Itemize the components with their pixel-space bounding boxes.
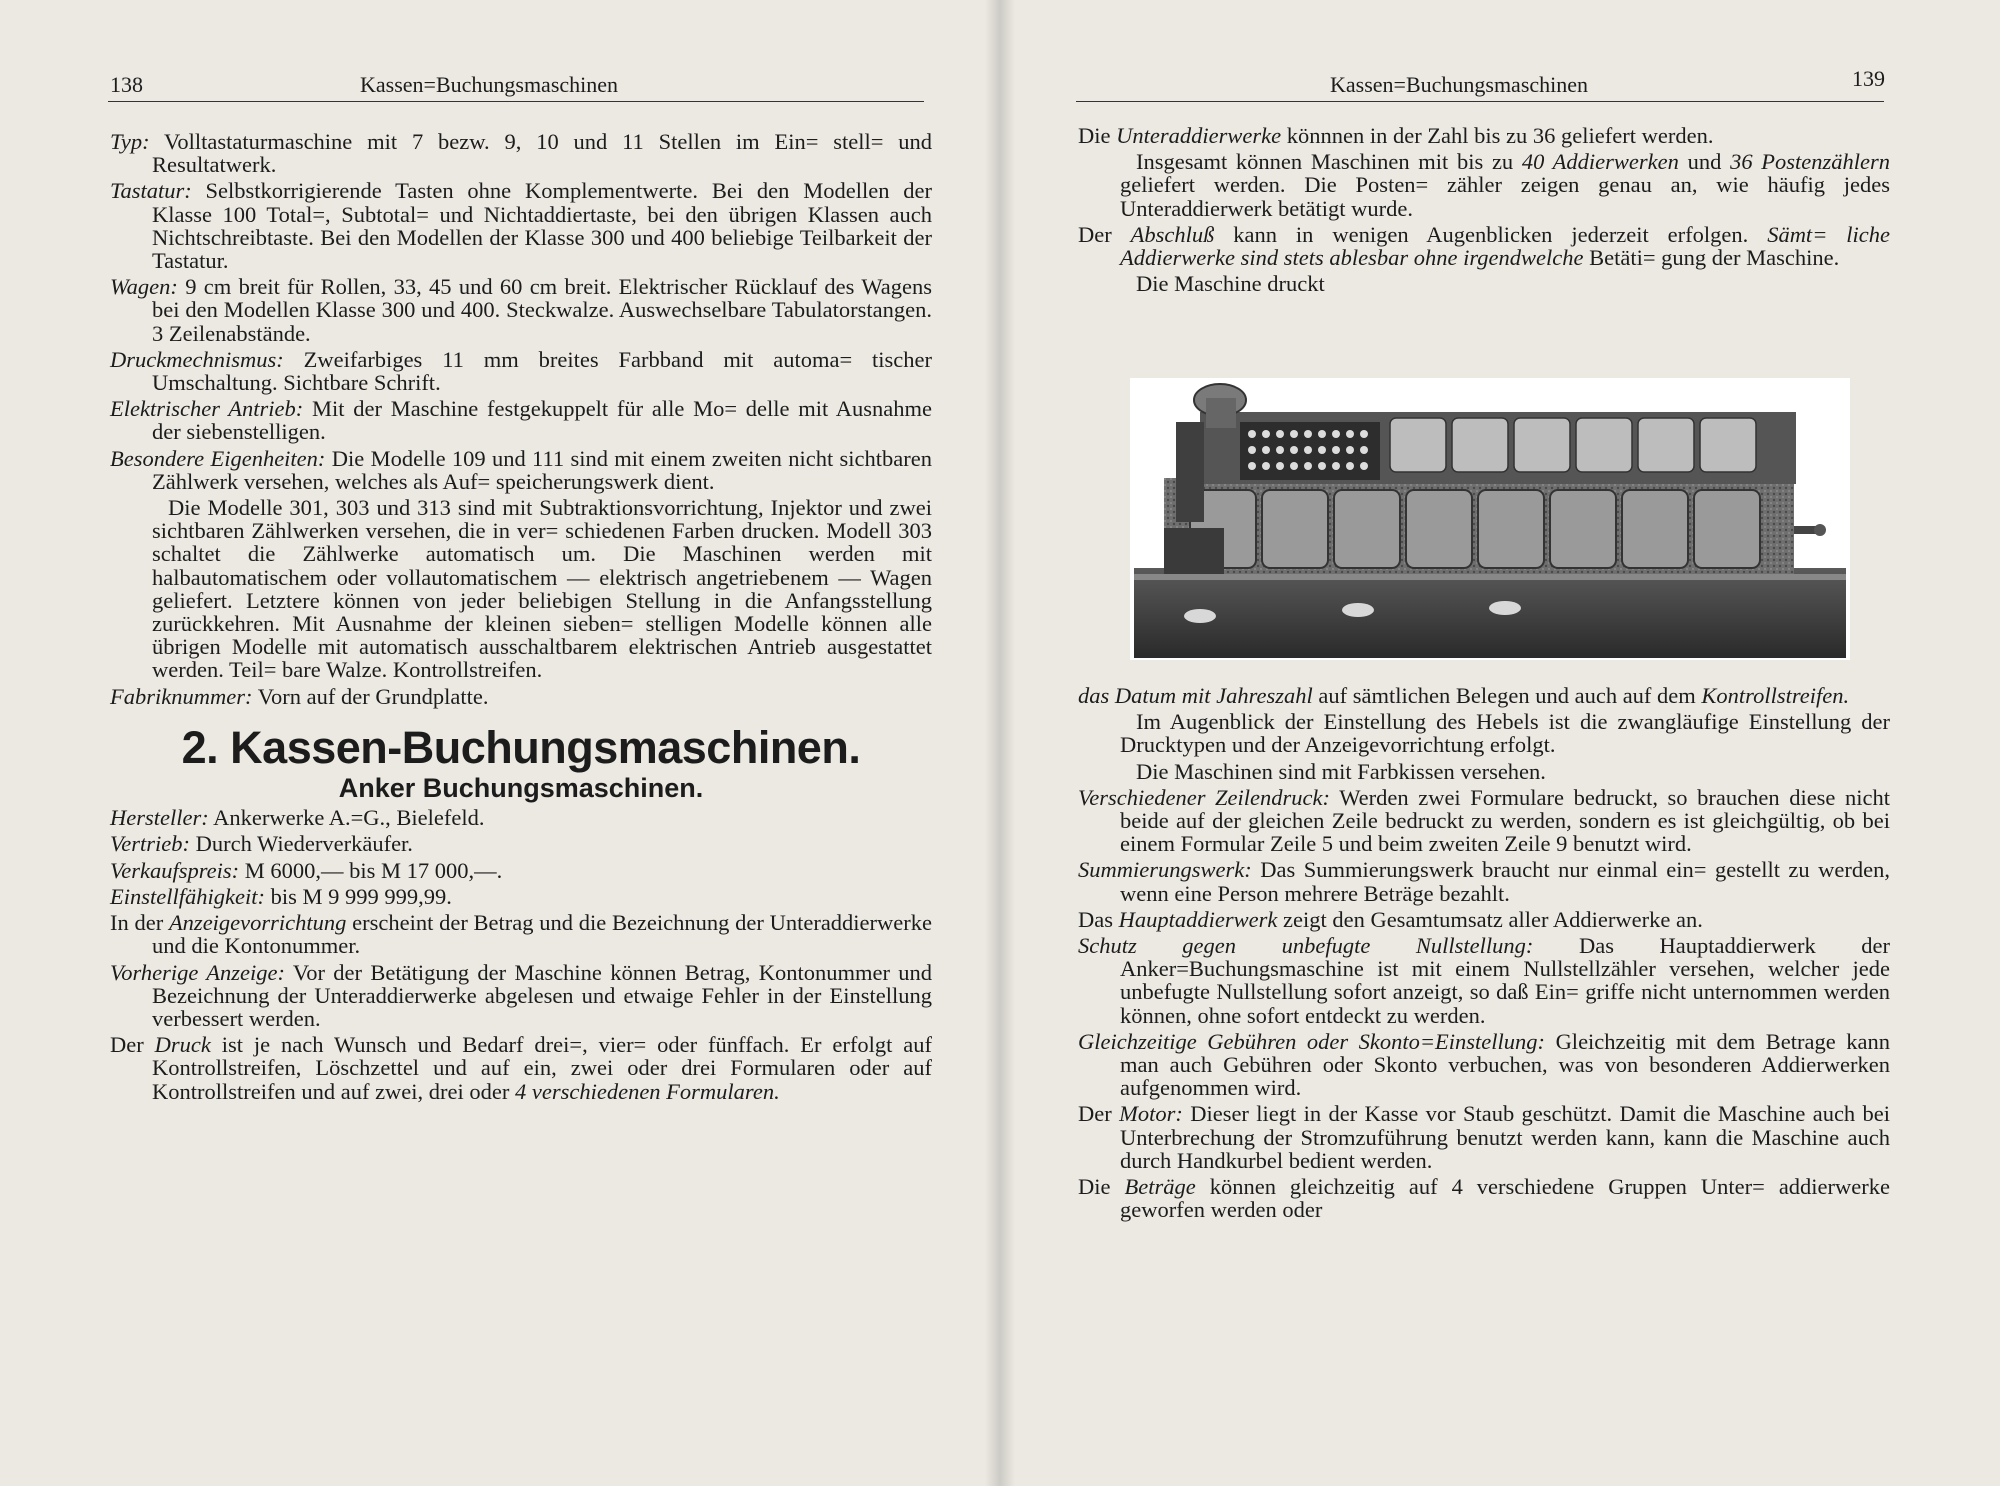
- paragraph-abschluss: Der Abschluß kann in wenigen Augenblicken jederzeit erfolgen. Sämt= liche Addierwerke sind stets ablesbar ohne irgendwelche Betäti= gung der Maschine.: [1078, 221, 1890, 271]
- paragraph-datum: das Datum mit Jahreszahl auf sämtlichen Belegen und auch auf dem Kontrollstreifen.: [1078, 683, 1850, 708]
- paragraph-betraege: Die Beträge können gleichzeitig auf 4 verschiedene Gruppen Unter= addierwerke geworfen werden oder: [1078, 1174, 1890, 1223]
- subsection-title: Anker Buchungsmaschinen.: [338, 773, 704, 804]
- entry-summierungswerk: Summierungswerk: Das Summierungswerk braucht nur einmal ein= gestellt zu werden, wenn eine Person mehrere Beträge bezahlt.: [1078, 857, 1890, 906]
- right-body-bottom: [1078, 684, 1890, 1224]
- paragraph-farbkissen: Die Maschinen sind mit Farbkissen versehen.: [1136, 758, 1546, 784]
- entry-tastatur: Tastatur: Selbstkorrigierende Tasten ohne Komplementwerte. Bei den Modellen der Klasse 100 Total=, Subtotal= und Nichtaddiertaste, bei den übrigen Klassen auch Nichtschreibtaste. Bei den Modellen der Klasse 300 und 400 beliebige Teilbarkeit der Tastatur.: [110, 178, 932, 274]
- entry-typ: Typ: Volltastaturmaschine mit 7 bezw. 9, 10 und 11 Stellen im Ein= stell= und Resultatwerk.: [110, 129, 932, 178]
- entry-vertrieb: Vertrieb: Durch Wiederverkäufer.: [110, 831, 413, 857]
- paragraph-hauptaddierwerk: Das Hauptaddierwerk zeigt den Gesamtumsatz aller Addierwerke an.: [1078, 906, 1703, 932]
- paragraph-druck: Der Druck ist je nach Wunsch und Bedarf drei=, vier= oder fünffach. Er erfolgt auf Kontrollstreifen, Löschzettel und auf ein, zwei oder drei Formularen oder auf Kontrollstreifen und auf zwei, drei oder 4 verschiedenen Formularen.: [110, 1032, 933, 1104]
- entry-elektrischer-antrieb: Elektrischer Antrieb: Mit der Maschine festgekuppelt für alle Mo= delle mit Ausnahme der siebenstelligen.: [110, 396, 933, 445]
- entry-besondere-eigenheiten: Besondere Eigenheiten: Die Modelle 109 und 111 sind mit einem zweiten nicht sichtbaren Zählwerk versehen, welches als Auf= speicherungswerk dient.: [110, 445, 933, 494]
- eigenheiten-continuation: Die Modelle 301, 303 und 313 sind mit Subtraktionsvorrichtung, Injektor und zwei sichtbaren Zählwerken versehen, die in ver= schiedenen Farben drucken. Modell 303 schaltet die Zählwerke automatisch um. Die Maschinen werden mit halbautomatischem oder vollautomatischem — elektrisch angetriebenem — Wagen geliefert. Letztere können von jeder beliebigen Stellung in die Anfangsstellung zurückkehren. Mit Ausnahme der kleinen sieben= stelligen Modelle können alle übrigen Modelle mit automatisch ausschaltbarem elektrischen Antrieb ausgestattet werden. Teil= bare Walze. Kontrollstreifen.: [152, 495, 932, 683]
- right-page-number: 139: [1852, 66, 1885, 91]
- paragraph-unteraddierwerke: Die Unteraddierwerke könnnen in der Zahl bis zu 36 geliefert werden.: [1078, 123, 1714, 148]
- entry-schutz-nullstellung: Schutz gegen unbefugte Nullstellung: Das Hauptaddierwerk der Anker=Buchungsmaschine ist mit einem Nullstellzähler versehen, welcher jede unbefugte Nullstellung sofort anzeigt, so daß Ein= griffe nicht unternommen werden können, ohne sofort entdeckt zu werden.: [1078, 933, 1891, 1028]
- right-body-top: [1078, 124, 1890, 298]
- entry-zeilendruck: Verschiedener Zeilendruck: Werden zwei Formulare bedruckt, so brauchen diese nicht beide auf der gleichen Zeile bedruckt zu werden, sondern es ist gleichgültig, ob bei einem Formular Zeile 5 und beim zweiten Zeile 9 benutzt wird.: [1078, 784, 1891, 857]
- paragraph-augenblick: Im Augenblick der Einstellung des Hebels ist die zwangläufige Einstellung der Drucktypen und der Anzeigevorrichtung erfolgt.: [1120, 709, 1890, 758]
- paragraph-motor: Der Motor: Dieser liegt in der Kasse vor Staub geschützt. Damit die Maschine auch bei Unterbrechung der Stromzuführung benutzt werden kann, kann die Maschine auch durch Handkurbel bedient werden.: [1078, 1101, 1891, 1173]
- entry-gleichzeitige-einstellung: Gleichzeitige Gebühren oder Skonto=Einstellung: Gleichzeitig mit dem Betrage kann man auch Gebühren oder Skonto verbuchen, was von besonderen Addierwerken aufgenommen wird.: [1078, 1028, 1891, 1101]
- entry-fabriknummer: Fabriknummer: Vorn auf der Grundplatte.: [110, 683, 489, 709]
- left-running-head: Kassen=Buchungsmaschinen: [360, 72, 619, 97]
- machine-photo: [1130, 378, 1850, 660]
- paragraph-anzeigevorrichtung: In der Anzeigevorrichtung erscheint der Betrag und die Bezeichnung der Unteraddierwerke und die Kontonummer.: [110, 910, 932, 959]
- section-title: 2. Kassen-Buchungsmaschinen.: [181, 721, 861, 773]
- entry-vorherige-anzeige: Vorherige Anzeige: Vor der Betätigung der Maschine können Betrag, Kontonummer und Bezeichnung der Unteraddierwerke abgelesen und etwaige Fehler in der Einstellung verbessert werden.: [110, 959, 933, 1031]
- entry-druckmechanismus: Druckmechnismus: Zweifarbiges 11 mm breites Farbband mit automa= tischer Umschaltung. Sichtbare Schrift.: [110, 346, 932, 396]
- entry-verkaufspreis: Verkaufspreis: M 6000,— bis M 17 000,—.: [110, 857, 503, 883]
- left-header-rule: [108, 101, 924, 102]
- right-header-rule: [1076, 101, 1884, 102]
- entry-einstellfaehigkeit: Einstellfähigkeit: bis M 9 999 999,99.: [110, 883, 452, 909]
- right-page: [1000, 0, 2000, 1486]
- paragraph-maschine-druckt: Die Maschine druckt: [1136, 271, 1325, 297]
- paragraph-insgesamt: Insgesamt können Maschinen mit bis zu 40 Addierwerken und 36 Postenzählern geliefert werden. Die Posten= zähler zeigen genau an, wie häufig jedes Unteraddierwerk betätigt wurde.: [1120, 149, 1890, 221]
- entry-wagen: Wagen: 9 cm breit für Rollen, 33, 45 und 60 cm breit. Elektrischer Rücklauf des Wagens bei den Modellen Klasse 300 und 400. Steckwalze. Auswechselbare Tabulatorstangen. 3 Zeilenabstände.: [110, 274, 932, 346]
- left-page-number: 138: [110, 72, 143, 97]
- right-running-head: Kassen=Buchungsmaschinen: [1330, 72, 1589, 97]
- entry-hersteller: Hersteller: Ankerwerke A.=G., Bielefeld.: [110, 805, 485, 831]
- anker-booking-machine-illustration: [1130, 378, 1850, 660]
- left-body: [110, 130, 932, 1106]
